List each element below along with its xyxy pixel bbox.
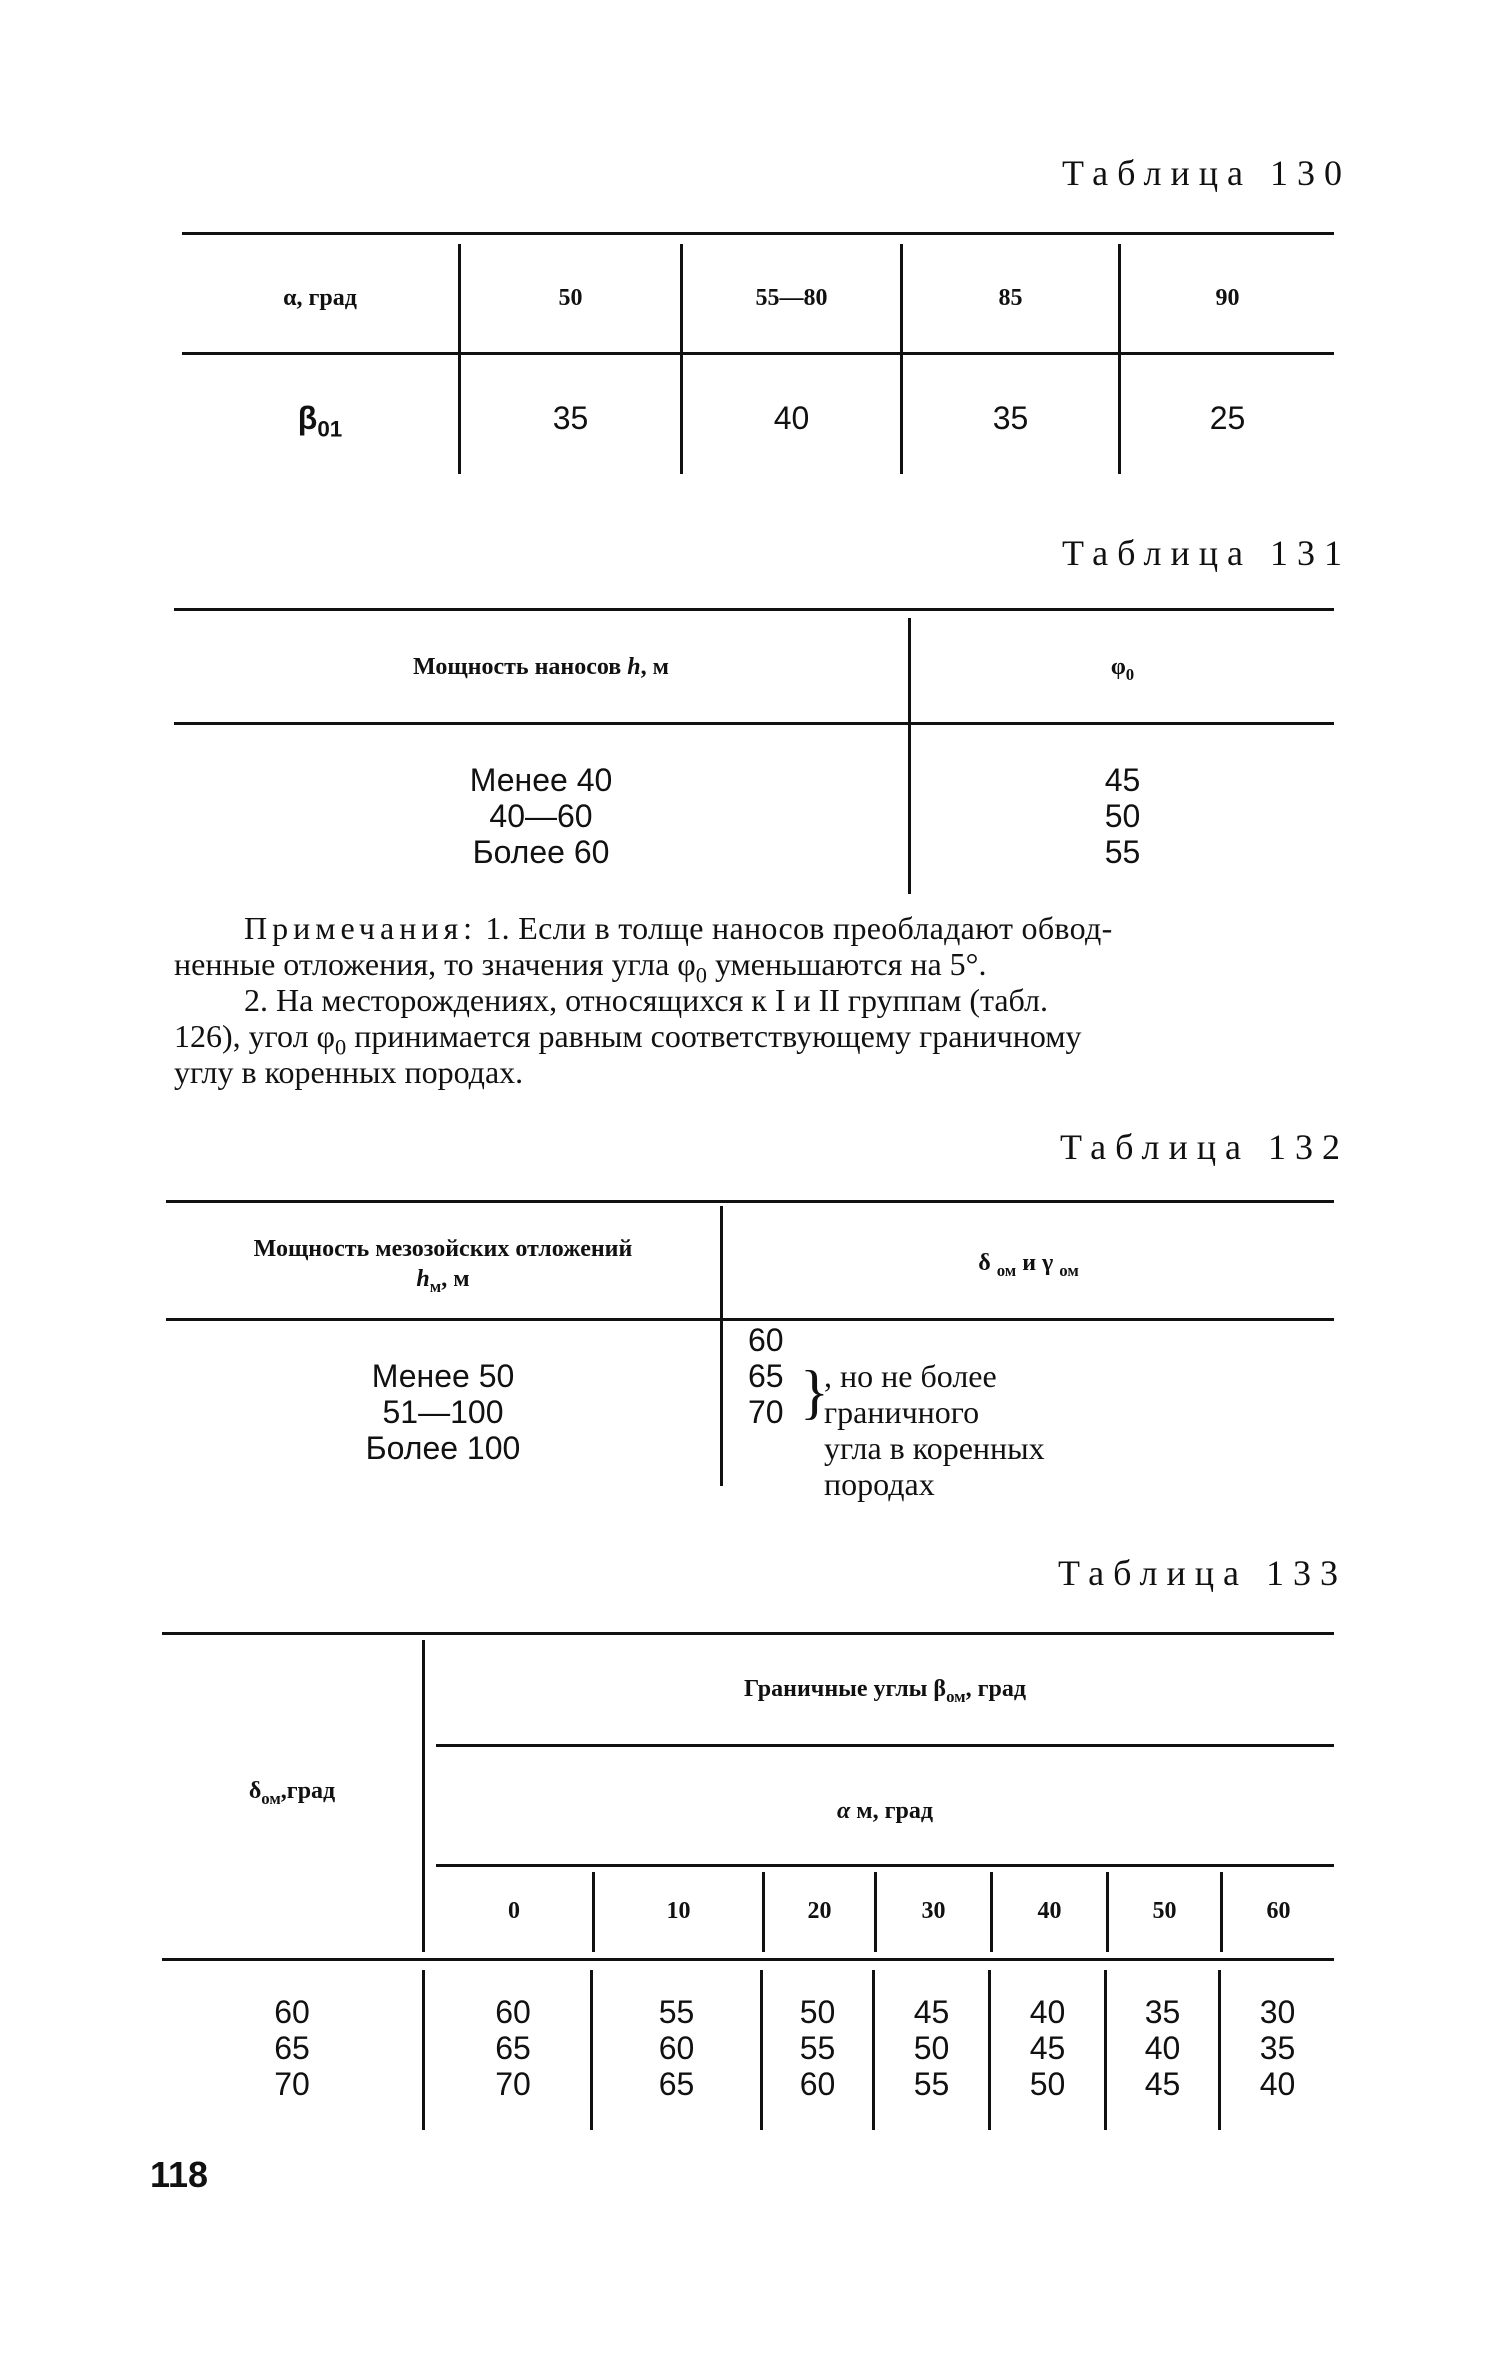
- t130-beta-value: 35: [992, 400, 1029, 436]
- t133-cell: 60: [658, 2030, 695, 2066]
- table-132-caption: Таблица 132: [1060, 1127, 1349, 1167]
- t133-col: [593, 1994, 760, 2102]
- t133-cell: 35: [1259, 2030, 1296, 2066]
- t133-mid-rule: [162, 1958, 1334, 1961]
- t133-col: [875, 1994, 988, 2102]
- t132-brace-text-3: угла в коренных: [824, 1430, 1045, 1466]
- t133-delta-header: $\delta_{ом},град$: [248, 1778, 336, 1808]
- t130-alpha-value: 85: [998, 285, 1023, 311]
- t130-col-divider: [1118, 244, 1121, 474]
- t132-range: Менее 50: [371, 1358, 515, 1394]
- t132-value: 70: [748, 1394, 784, 1430]
- t130-beta-value: 25: [1209, 400, 1246, 436]
- t133-cell: 40: [1029, 1994, 1066, 2030]
- t133-cell: 45: [1029, 2030, 1066, 2066]
- t133-sub-rule: [436, 1864, 1334, 1867]
- t130-top-rule: [182, 232, 1334, 235]
- t133-row-header-divider: [422, 1970, 425, 2130]
- t132-thickness-header-line1: Мощность мезозойских отложений: [253, 1236, 633, 1262]
- t130-col-divider: [680, 244, 683, 474]
- t131-mid-rule: [174, 722, 1334, 725]
- t131-value: 50: [1104, 798, 1141, 834]
- t133-alpha-value: 50: [1152, 1898, 1177, 1924]
- t130-alpha-value: 55—80: [755, 285, 828, 311]
- t131-value: 45: [1104, 762, 1141, 798]
- t133-col: [1221, 1994, 1334, 2102]
- t132-col-divider: [720, 1206, 723, 1486]
- t133-cell: 65: [495, 2030, 531, 2066]
- t131-range: 40—60: [489, 798, 593, 834]
- notes-line-1: Примечания: 1. Если в толще наносов преобладают обвод-: [244, 910, 1113, 946]
- t132-brace-icon: }: [800, 1359, 829, 1425]
- t133-cell: 35: [1144, 1994, 1181, 2030]
- t133-cell: 60: [799, 2066, 836, 2102]
- t133-group-rule: [436, 1744, 1334, 1747]
- t130-alpha-value: 50: [558, 285, 583, 311]
- t133-alpha-header: α м, град: [836, 1798, 933, 1824]
- t132-value: 60: [748, 1322, 784, 1358]
- t131-range: Менее 40: [469, 762, 613, 798]
- t133-cell: 65: [658, 2066, 695, 2102]
- t132-angle-header: δ $_{ом}$ и γ $_{ом}$: [978, 1250, 1079, 1280]
- t133-cell: 45: [1144, 2066, 1181, 2102]
- t130-alpha-value: 90: [1215, 285, 1240, 311]
- t132-thickness-header-line2: $h_м$, м: [416, 1266, 470, 1296]
- t133-cell: 40: [1144, 2030, 1181, 2066]
- t132-range: 51—100: [382, 1394, 504, 1430]
- t133-alpha-value: 0: [508, 1898, 520, 1924]
- t130-col-divider: [458, 244, 461, 474]
- t133-col: [991, 1994, 1104, 2102]
- t133-cell: 50: [1029, 2066, 1066, 2102]
- t131-top-rule: [174, 608, 1334, 611]
- notes-line-5: углу в коренных породах.: [174, 1054, 524, 1090]
- t132-brace-text-1: , но не более: [824, 1358, 997, 1394]
- t133-alpha-value: 60: [1266, 1898, 1291, 1924]
- t133-cell: 60: [495, 1994, 531, 2030]
- t133-delta: 70: [274, 2066, 310, 2102]
- t133-top-rule: [162, 1632, 1334, 1635]
- t133-col: [436, 1994, 590, 2102]
- t133-cell: 50: [799, 1994, 836, 2030]
- t133-cell: 70: [495, 2066, 531, 2102]
- t132-mid-rule: [166, 1318, 1334, 1321]
- t133-cell: 30: [1259, 1994, 1296, 2030]
- t133-cell: 50: [913, 2030, 950, 2066]
- t132-thickness-header: [166, 1234, 720, 1302]
- t133-col: [763, 1994, 872, 2102]
- t130-col-divider: [900, 244, 903, 474]
- t133-cell: 55: [799, 2030, 836, 2066]
- t133-cell: 45: [913, 1994, 950, 2030]
- t130-beta-value: 40: [773, 400, 810, 436]
- table-133-caption: Таблица 133: [1058, 1553, 1347, 1593]
- t131-phi-header: $\varphi_0$: [1110, 654, 1135, 684]
- t132-brace-text-4: породах: [824, 1466, 935, 1502]
- t133-delta-list: [162, 1994, 422, 2102]
- t132-value-list: [748, 1322, 808, 1430]
- t131-value-list: [911, 762, 1334, 870]
- t131-range: Более 60: [472, 834, 610, 870]
- t133-row-header-divider: [422, 1640, 425, 1952]
- t132-top-rule: [166, 1200, 1334, 1203]
- t133-cell: 55: [913, 2066, 950, 2102]
- notes-line-4: 126), угол $\varphi_0$ принимается равным соответствующему граничному: [174, 1018, 1082, 1060]
- notes-line-2: ненные отложения, то значения угла $\varphi_0$ уменьшаются на 5°.: [174, 946, 987, 988]
- t132-brace-text-2: граничного: [824, 1394, 980, 1430]
- t133-alpha-value: 20: [807, 1898, 832, 1924]
- t130-mid-rule: [182, 352, 1334, 355]
- t130-beta-value: 35: [552, 400, 589, 436]
- t133-cell: 40: [1259, 2066, 1296, 2102]
- t132-range: Более 100: [365, 1430, 521, 1466]
- t130-alpha-label: α, град: [283, 285, 357, 311]
- t133-group-header: Граничные углы $\beta_{ом}$, град: [744, 1676, 1026, 1706]
- page-number: 118: [150, 2154, 209, 2195]
- t132-value: 65: [748, 1358, 784, 1394]
- t130-beta-label: $\beta_{01}$: [297, 400, 343, 442]
- table-131-caption: Таблица 131: [1062, 533, 1351, 573]
- t133-alpha-value: 30: [921, 1898, 946, 1924]
- table-130-caption: Таблица 130: [1062, 153, 1351, 193]
- notes-line-3: 2. На месторождениях, относящихся к I и II группам (табл.: [244, 982, 1048, 1018]
- t133-delta: 60: [274, 1994, 310, 2030]
- t133-col: [1107, 1994, 1218, 2102]
- t131-range-list: [174, 762, 908, 870]
- t131-value: 55: [1104, 834, 1141, 870]
- t133-alpha-value: 10: [666, 1898, 691, 1924]
- t133-cell: 55: [658, 1994, 695, 2030]
- t133-delta: 65: [274, 2030, 310, 2066]
- t132-range-list: [166, 1358, 720, 1466]
- t131-thickness-header: Мощность наносов h, м: [413, 654, 669, 680]
- t133-alpha-value: 40: [1037, 1898, 1062, 1924]
